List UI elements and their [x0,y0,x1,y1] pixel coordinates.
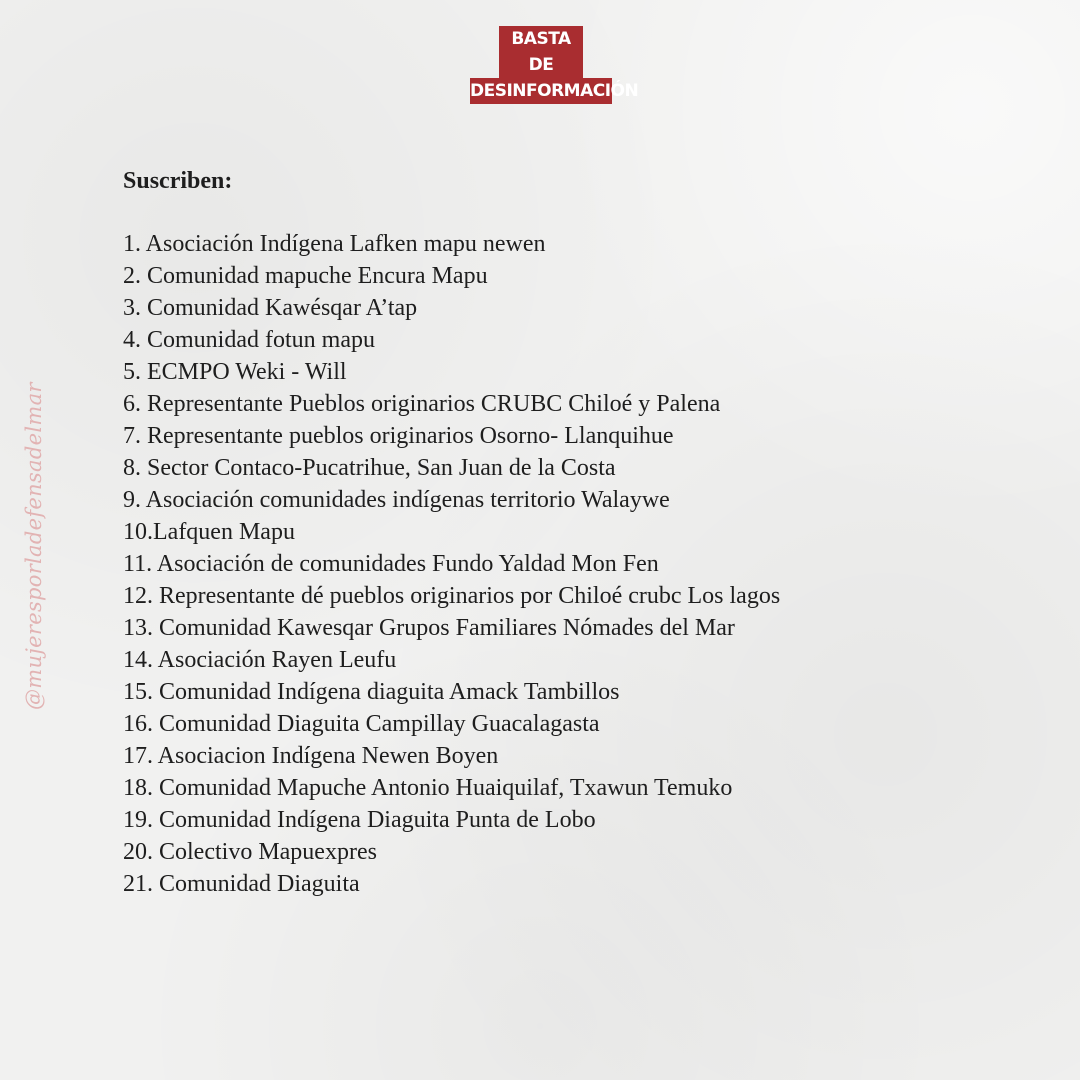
list-item: 1. Asociación Indígena Lafken mapu newen [123,231,546,257]
list-item: 20. Colectivo Mapuexpres [123,839,377,865]
list-item: 17. Asociacion Indígena Newen Boyen [123,743,499,769]
list-item: 10.Lafquen Mapu [123,519,295,545]
list-item: 15. Comunidad Indígena diaguita Amack Tambillos [123,679,620,705]
section-heading: Suscriben: [123,168,233,194]
subscribers-list [123,228,1023,900]
instagram-handle-watermark: @mujeresporladefensadelmar [22,382,46,710]
list-item: 21. Comunidad Diaguita [123,871,360,897]
list-item: 12. Representante dé pueblos originarios por Chiloé crubc Los lagos [123,583,781,609]
list-item: 2. Comunidad mapuche Encura Mapu [123,263,488,289]
list-item: 7. Representante pueblos originarios Osorno- Llanquihue [123,423,674,449]
list-item: 19. Comunidad Indígena Diaguita Punta de Lobo [123,807,596,833]
basta-de-desinformacion-logo [470,26,639,104]
list-item: 8. Sector Contaco-Pucatrihue, San Juan de la Costa [123,455,616,481]
subscribers-section [123,164,1023,900]
list-item: 6. Representante Pueblos originarios CRUBC Chiloé y Palena [123,391,721,417]
list-item: 11. Asociación de comunidades Fundo Yaldad Mon Fen [123,551,659,577]
list-item: 9. Asociación comunidades indígenas territorio Walaywe [123,487,670,513]
list-item: 13. Comunidad Kawesqar Grupos Familiares Nómades del Mar [123,615,735,641]
list-item: 5. ECMPO Weki - Will [123,359,347,385]
list-item: 16. Comunidad Diaguita Campillay Guacalagasta [123,711,600,737]
logo-line-2: DESINFORMACIÓN [470,78,612,104]
list-item: 18. Comunidad Mapuche Antonio Huaiquilaf, Txawun Temuko [123,775,733,801]
list-item: 3. Comunidad Kawésqar A’tap [123,295,418,321]
list-item: 4. Comunidad fotun mapu [123,327,375,353]
list-item: 14. Asociación Rayen Leufu [123,647,397,673]
logo-line-1: BASTA DE [499,26,583,78]
